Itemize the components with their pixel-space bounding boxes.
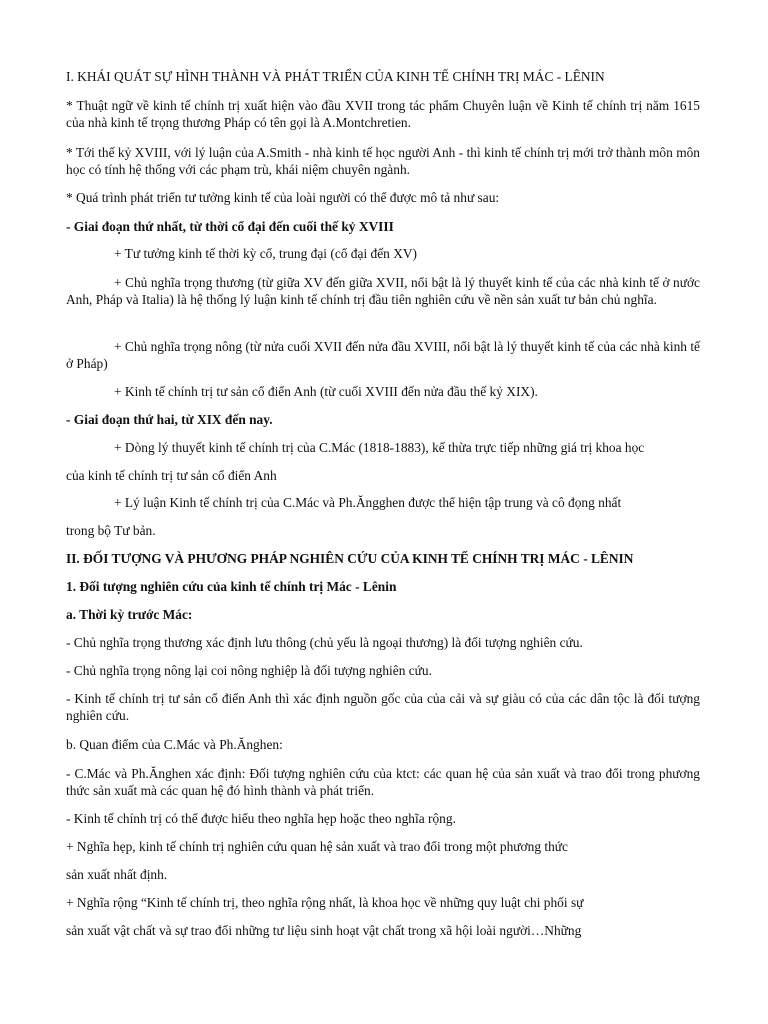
- stage-one-item-classical: + Kinh tế chính trị tư sản cổ điển Anh (từ cuối XVIII đến nửa đầu thế kỷ XIX).: [114, 384, 538, 399]
- paragraph-broad-line1: + Nghĩa rộng “Kinh tế chính trị, theo nghĩa rộng nhất, là khoa học về những quy luật chi phối sự: [66, 895, 584, 910]
- section-heading-2: II. ĐỐI TƯỢNG VÀ PHƯƠNG PHÁP NGHIÊN CỨU CỦA KINH TẾ CHÍNH TRỊ MÁC - LÊNIN: [66, 551, 634, 566]
- stage-one-item-mercantilism: + Chủ nghĩa trọng thương (từ giữa XV đến giữa XVII, nổi bật là lý thuyết kinh tế của các nhà kinh tế ở nước Anh, Pháp và Italia) là hệ thống lý luận kinh tế chính trị đầu tiên nghiên cứu về nền sản xuất tư bản chủ nghĩa.: [66, 275, 700, 307]
- paragraph-broad-line2: sản xuất vật chất và sự trao đổi những tư liệu sinh hoạt vật chất trong xã hội loài người…Những: [66, 923, 582, 938]
- stage-two-item-marx-line2: của kinh tế chính trị tư sản cổ điển Anh: [66, 468, 277, 483]
- stage-two-item-engels-line1: + Lý luận Kinh tế chính trị của C.Mác và Ph.Ăngghen được thể hiện tập trung và cô đọng nhất: [114, 495, 622, 510]
- paragraph-marx-engels-object: - C.Mác và Ph.Ănghen xác định: Đối tượng nghiên cứu của ktct: các quan hệ của sản xuất và trao đổi trong phương thức sản xuất mà các quan hệ đó hình thành và phát triển.: [66, 766, 700, 798]
- paragraph-narrow-line1: + Nghĩa hẹp, kinh tế chính trị nghiên cứu quan hệ sản xuất và trao đổi trong một phương thức: [66, 839, 568, 854]
- stage-one-item-ancient: + Tư tưởng kinh tế thời kỳ cổ, trung đại (cổ đại đến XV): [114, 246, 417, 261]
- paragraph-narrow-line2: sản xuất nhất định.: [66, 867, 168, 882]
- section-heading-1: I. KHÁI QUÁT SỰ HÌNH THÀNH VÀ PHÁT TRIỂN CỦA KINH TẾ CHÍNH TRỊ MÁC - LÊNIN: [66, 69, 605, 84]
- subsection-heading-1b: b. Quan điểm của C.Mác và Ph.Ănghen:: [66, 737, 283, 752]
- stage-two-item-engels-line2: trong bộ Tư bản.: [66, 523, 156, 538]
- stage-two-item-marx-line1: + Dòng lý thuyết kinh tế chính trị của C.Mác (1818-1883), kế thừa trực tiếp những giá trị khoa học: [114, 440, 645, 455]
- paragraph-physiocracy-object: - Chủ nghĩa trọng nông lại coi nông nghiệp là đối tượng nghiên cứu.: [66, 663, 432, 678]
- stage-two-heading: - Giai đoạn thứ hai, từ XIX đến nay.: [66, 412, 273, 427]
- subsection-heading-1a: a. Thời kỳ trước Mác:: [66, 607, 193, 622]
- stage-one-heading: - Giai đoạn thứ nhất, từ thời cổ đại đến cuối thế kỷ XVIII: [66, 219, 394, 234]
- subsection-heading-1: 1. Đối tượng nghiên cứu của kinh tế chính trị Mác - Lênin: [66, 579, 397, 594]
- paragraph-narrow-broad: - Kinh tế chính trị có thể được hiểu theo nghĩa hẹp hoặc theo nghĩa rộng.: [66, 811, 456, 826]
- stage-one-item-physiocracy: + Chủ nghĩa trọng nông (từ nửa cuối XVII đến nửa đầu XVIII, nổi bật là lý thuyết kinh tế của các nhà kinh tế ở Pháp): [66, 339, 700, 371]
- paragraph-development: * Quá trình phát triển tư tưởng kinh tế của loài người có thể được mô tả như sau:: [66, 190, 500, 205]
- paragraph-mercantilism-object: - Chủ nghĩa trọng thương xác định lưu thông (chủ yếu là ngoại thương) là đối tượng nghiên cứu.: [66, 635, 583, 650]
- paragraph-smith: * Tới thế kỷ XVIII, với lý luận của A.Smith - nhà kinh tế học người Anh - thì kinh tế chính trị mới trở thành môn môn học có tính hệ thống với các phạm trù, khái niệm chuyên ngành.: [66, 145, 700, 177]
- paragraph-classical-object: - Kinh tế chính trị tư sản cổ điển Anh thì xác định nguồn gốc của của cải và sự giàu có của các dân tộc là đối tượng nghiên cứu.: [66, 691, 700, 723]
- paragraph-terminology: * Thuật ngữ về kinh tế chính trị xuất hiện vào đầu XVII trong tác phẩm Chuyên luận về Kinh tế chính trị năm 1615 của nhà kinh tế trọng thương Pháp có tên gọi là A.Montchretien.: [66, 98, 700, 130]
